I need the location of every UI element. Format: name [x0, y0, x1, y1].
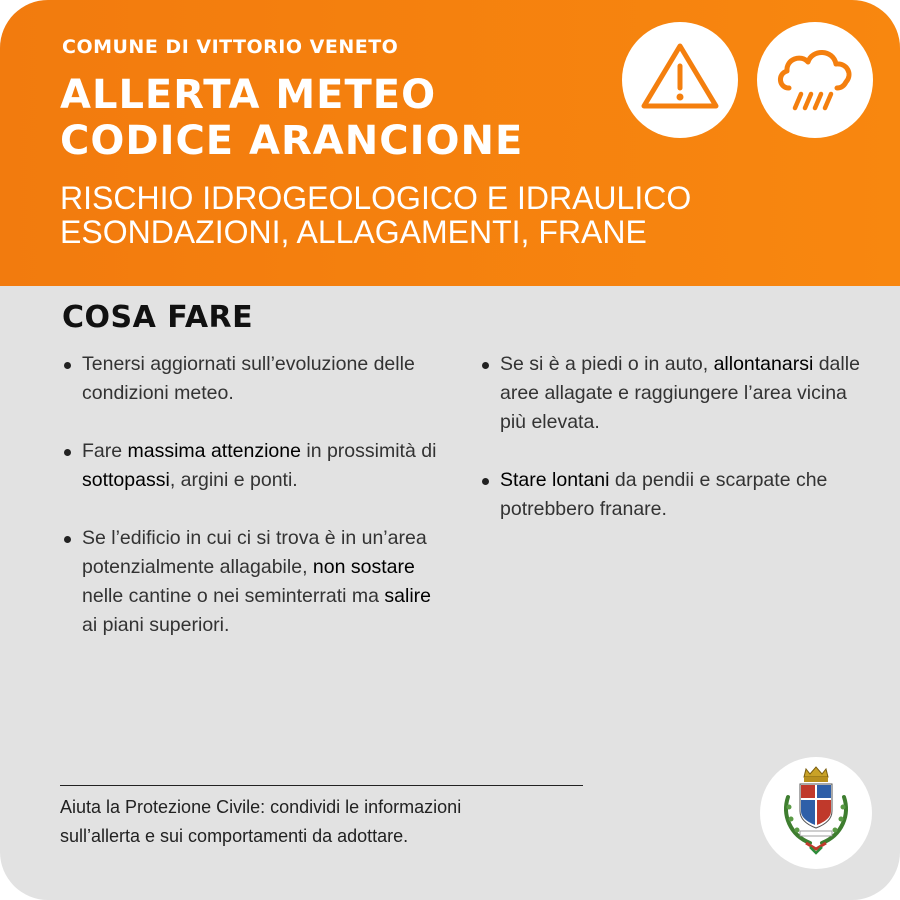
- list-item: Se l’edificio in cui ci si trova è in un’area potenzialmente allagabile, non sostare nelle cantine o nei seminterrati ma salire ai piani superiori.: [62, 524, 442, 640]
- footer-line2: sull’allerta e sui comportamenti da adottare.: [60, 826, 409, 846]
- footer-message: [60, 793, 620, 851]
- section-title: COSA FARE: [62, 300, 254, 335]
- right-instructions-list: [480, 350, 860, 524]
- warning-triangle-icon: [622, 22, 738, 138]
- risk-subtitle-line2: ESONDAZIONI, ALLAGAMENTI, FRANE: [60, 214, 647, 250]
- alert-title-line2: CODICE ARANCIONE: [60, 118, 524, 164]
- footer-line1: Aiuta la Protezione Civile: condividi le informazioni: [60, 797, 462, 817]
- rain-cloud-icon: [757, 22, 873, 138]
- alert-title: [60, 72, 523, 164]
- risk-subtitle-line1: RISCHIO IDROGEOLOGICO E IDRAULICO: [60, 180, 692, 216]
- municipality-name: COMUNE DI VITTORIO VENETO: [62, 36, 399, 58]
- list-item: Tenersi aggiornati sull’evoluzione delle condizioni meteo.: [62, 350, 442, 408]
- risk-subtitle: [60, 181, 691, 249]
- footer-divider: [60, 785, 583, 786]
- list-item: Fare massima attenzione in prossimità di sottopassi, argini e ponti.: [62, 437, 442, 495]
- alert-header: [0, 0, 900, 286]
- left-instructions-list: [62, 350, 442, 640]
- coat-of-arms-icon: [760, 757, 872, 869]
- alert-title-line1: ALLERTA METEO: [60, 72, 437, 118]
- list-item: Stare lontani da pendii e scarpate che potrebbero franare.: [480, 466, 860, 524]
- list-item: Se si è a piedi o in auto, allontanarsi dalle aree allagate e raggiungere l’area vicina più elevata.: [480, 350, 860, 437]
